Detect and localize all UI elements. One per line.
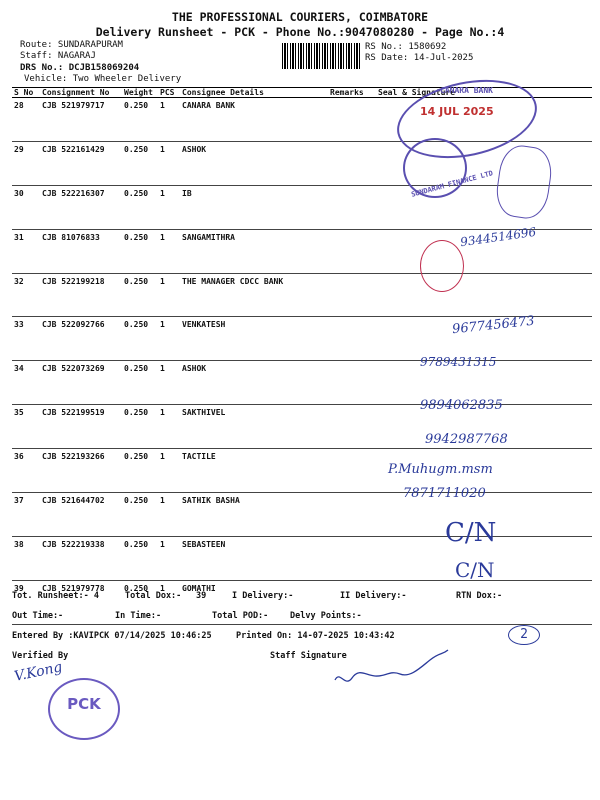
row-consignee: THE MANAGER CDCC BANK: [180, 273, 328, 317]
row-remarks: [328, 493, 376, 537]
printed-on: Printed On: 14-07-2025 10:43:42: [236, 631, 395, 641]
handwritten-phone-35: 9789431315: [420, 355, 497, 369]
row-consignment-no: CJB 522216307: [40, 185, 122, 229]
pck-stamp-text: PCK: [67, 695, 101, 713]
table-row: [12, 493, 592, 537]
row-weight: 0.250: [122, 141, 158, 185]
verified-by: Verified By: [12, 651, 69, 661]
row-pcs: 1: [158, 361, 180, 405]
table-row: [12, 449, 592, 493]
row-sno: 30: [12, 185, 40, 229]
row-pcs: 1: [158, 449, 180, 493]
row-weight: 0.250: [122, 405, 158, 449]
row-pcs: 1: [158, 229, 180, 273]
handwritten-name-37: P.Muhugm.msm: [388, 462, 493, 477]
row-consignee: TACTILE: [180, 449, 328, 493]
row-seal: [376, 273, 592, 317]
table-row: [12, 273, 592, 317]
handwritten-phone-31: 9344514696: [459, 224, 537, 250]
vehicle-label: Vehicle: Two Wheeler Delivery: [24, 74, 182, 84]
row-consignee: SEBASTEEN: [180, 536, 328, 580]
row-consignee: IB: [180, 185, 328, 229]
tot-runsheet: Tot. Runsheet:- 4: [12, 591, 99, 601]
row-sno: 29: [12, 141, 40, 185]
handwritten-phone-34: 9677456473: [451, 313, 536, 338]
runsheet-title: Delivery Runsheet - PCK - Phone No.:9047080280 - Page No.:4: [95, 25, 505, 39]
row-consignee: CANARA BANK: [180, 98, 328, 142]
total-dox-label: Total Dox:-: [125, 591, 182, 601]
row-consignment-no: CJB 522199519: [40, 405, 122, 449]
col-remarks: Remarks: [328, 88, 376, 98]
staff-label: Staff: NAGARAJ: [20, 51, 96, 61]
row-pcs: 1: [158, 580, 180, 624]
row-pcs: 1: [158, 185, 180, 229]
row-sno: 31: [12, 229, 40, 273]
handwritten-phone-37: 7871711020: [403, 486, 486, 501]
col-consignee: Consignee Details: [180, 88, 328, 98]
col-sno: S No: [12, 88, 40, 98]
row-sno: 38: [12, 536, 40, 580]
barcode: [282, 43, 360, 69]
row-remarks: [328, 273, 376, 317]
row-remarks: [328, 317, 376, 361]
row-pcs: 1: [158, 273, 180, 317]
col-consignment: Consignment No: [40, 88, 122, 98]
row-consignment-no: CJB 522161429: [40, 141, 122, 185]
row-weight: 0.250: [122, 580, 158, 624]
rs-date: RS Date: 14-Jul-2025: [365, 53, 474, 63]
row-consignee: SANGAMITHRA: [180, 229, 328, 273]
table-row: [12, 536, 592, 580]
row-remarks: [328, 98, 376, 142]
row-weight: 0.250: [122, 317, 158, 361]
row-pcs: 1: [158, 317, 180, 361]
row-consignee: GOMATHI: [180, 580, 328, 624]
row-seal: [376, 580, 592, 624]
row-remarks: [328, 405, 376, 449]
row-pcs: 1: [158, 405, 180, 449]
row-remarks: [328, 141, 376, 185]
row-weight: 0.250: [122, 536, 158, 580]
row-sno: 32: [12, 273, 40, 317]
row-seal: [376, 185, 592, 229]
company-title: THE PROFESSIONAL COURIERS, COIMBATORE: [171, 10, 429, 24]
total-dox-value: 39: [196, 591, 207, 601]
row-consignee: ASHOK: [180, 141, 328, 185]
row-remarks: [328, 536, 376, 580]
ii-delivery: II Delivery:-: [340, 591, 407, 601]
row-consignment-no: CJB 521979717: [40, 98, 122, 142]
finance-stamp-text: SUNDARAM FINANCE LTD: [410, 169, 494, 199]
row-sno: 37: [12, 493, 40, 537]
row-remarks: [328, 361, 376, 405]
row-weight: 0.250: [122, 361, 158, 405]
drs-number: DRS No.: DCJB158069204: [20, 63, 140, 73]
canara-stamp-text: CANARA BANK: [440, 86, 493, 95]
row-consignee: ASHOK: [180, 361, 328, 405]
rs-number: RS No.: 1580692: [365, 42, 447, 52]
row-weight: 0.250: [122, 229, 158, 273]
row-weight: 0.250: [122, 493, 158, 537]
row-sno: 33: [12, 317, 40, 361]
row-consignee: SAKTHIVEL: [180, 405, 328, 449]
handwritten-phone-36: 9942987768: [425, 432, 508, 447]
row-consignment-no: CJB 521979778: [40, 580, 122, 624]
entered-by: Entered By :KAVIPCK 07/14/2025 10:46:25: [12, 631, 212, 641]
row-remarks: [328, 449, 376, 493]
row-consignment-no: CJB 81076833: [40, 229, 122, 273]
row-consignment-no: CJB 522219338: [40, 536, 122, 580]
staff-signature-label: Staff Signature: [270, 651, 347, 661]
row-consignment-no: CJB 522073269: [40, 361, 122, 405]
date-stamp: 14 JUL 2025: [420, 105, 494, 118]
handwritten-cn-39: C/N: [455, 558, 495, 582]
row-consignment-no: CJB 522193266: [40, 449, 122, 493]
delvy-points: Delvy Points:-: [290, 611, 362, 621]
row-weight: 0.250: [122, 185, 158, 229]
row-consignment-no: CJB 522092766: [40, 317, 122, 361]
row-pcs: 1: [158, 536, 180, 580]
row-sno: 28: [12, 98, 40, 142]
row-weight: 0.250: [122, 449, 158, 493]
row-remarks: [328, 185, 376, 229]
rtn-dox: RTN Dox:-: [456, 591, 503, 601]
row-weight: 0.250: [122, 273, 158, 317]
row-consignment-no: CJB 521644702: [40, 493, 122, 537]
route-label: Route: SUNDARAPURAM: [20, 40, 123, 50]
circled-page-number: 2: [508, 625, 540, 645]
in-time: In Time:-: [115, 611, 162, 621]
i-delivery: I Delivery:-: [232, 591, 294, 601]
handwritten-phone-35b: 9894062835: [420, 398, 503, 413]
row-sno: 39: [12, 580, 40, 624]
total-pod: Total POD:-: [212, 611, 269, 621]
row-weight: 0.250: [122, 98, 158, 142]
row-pcs: 1: [158, 141, 180, 185]
row-sno: 34: [12, 361, 40, 405]
table-row: [12, 361, 592, 405]
row-consignee: SATHIK BASHA: [180, 493, 328, 537]
row-pcs: 1: [158, 98, 180, 142]
verified-signature: V.Kong: [12, 659, 64, 685]
cdcc-stamp: [420, 240, 464, 292]
row-sno: 35: [12, 405, 40, 449]
staff-signature: [330, 640, 460, 690]
col-seal: Seal & Signature: [376, 88, 592, 98]
out-time: Out Time:-: [12, 611, 64, 621]
row-remarks: [328, 229, 376, 273]
handwritten-cn-38: C/N: [445, 518, 497, 548]
col-pcs: PCS: [158, 88, 180, 98]
row-consignment-no: CJB 522199218: [40, 273, 122, 317]
row-pcs: 1: [158, 493, 180, 537]
col-weight: Weight: [122, 88, 158, 98]
row-consignee: VENKATESH: [180, 317, 328, 361]
row-sno: 36: [12, 449, 40, 493]
